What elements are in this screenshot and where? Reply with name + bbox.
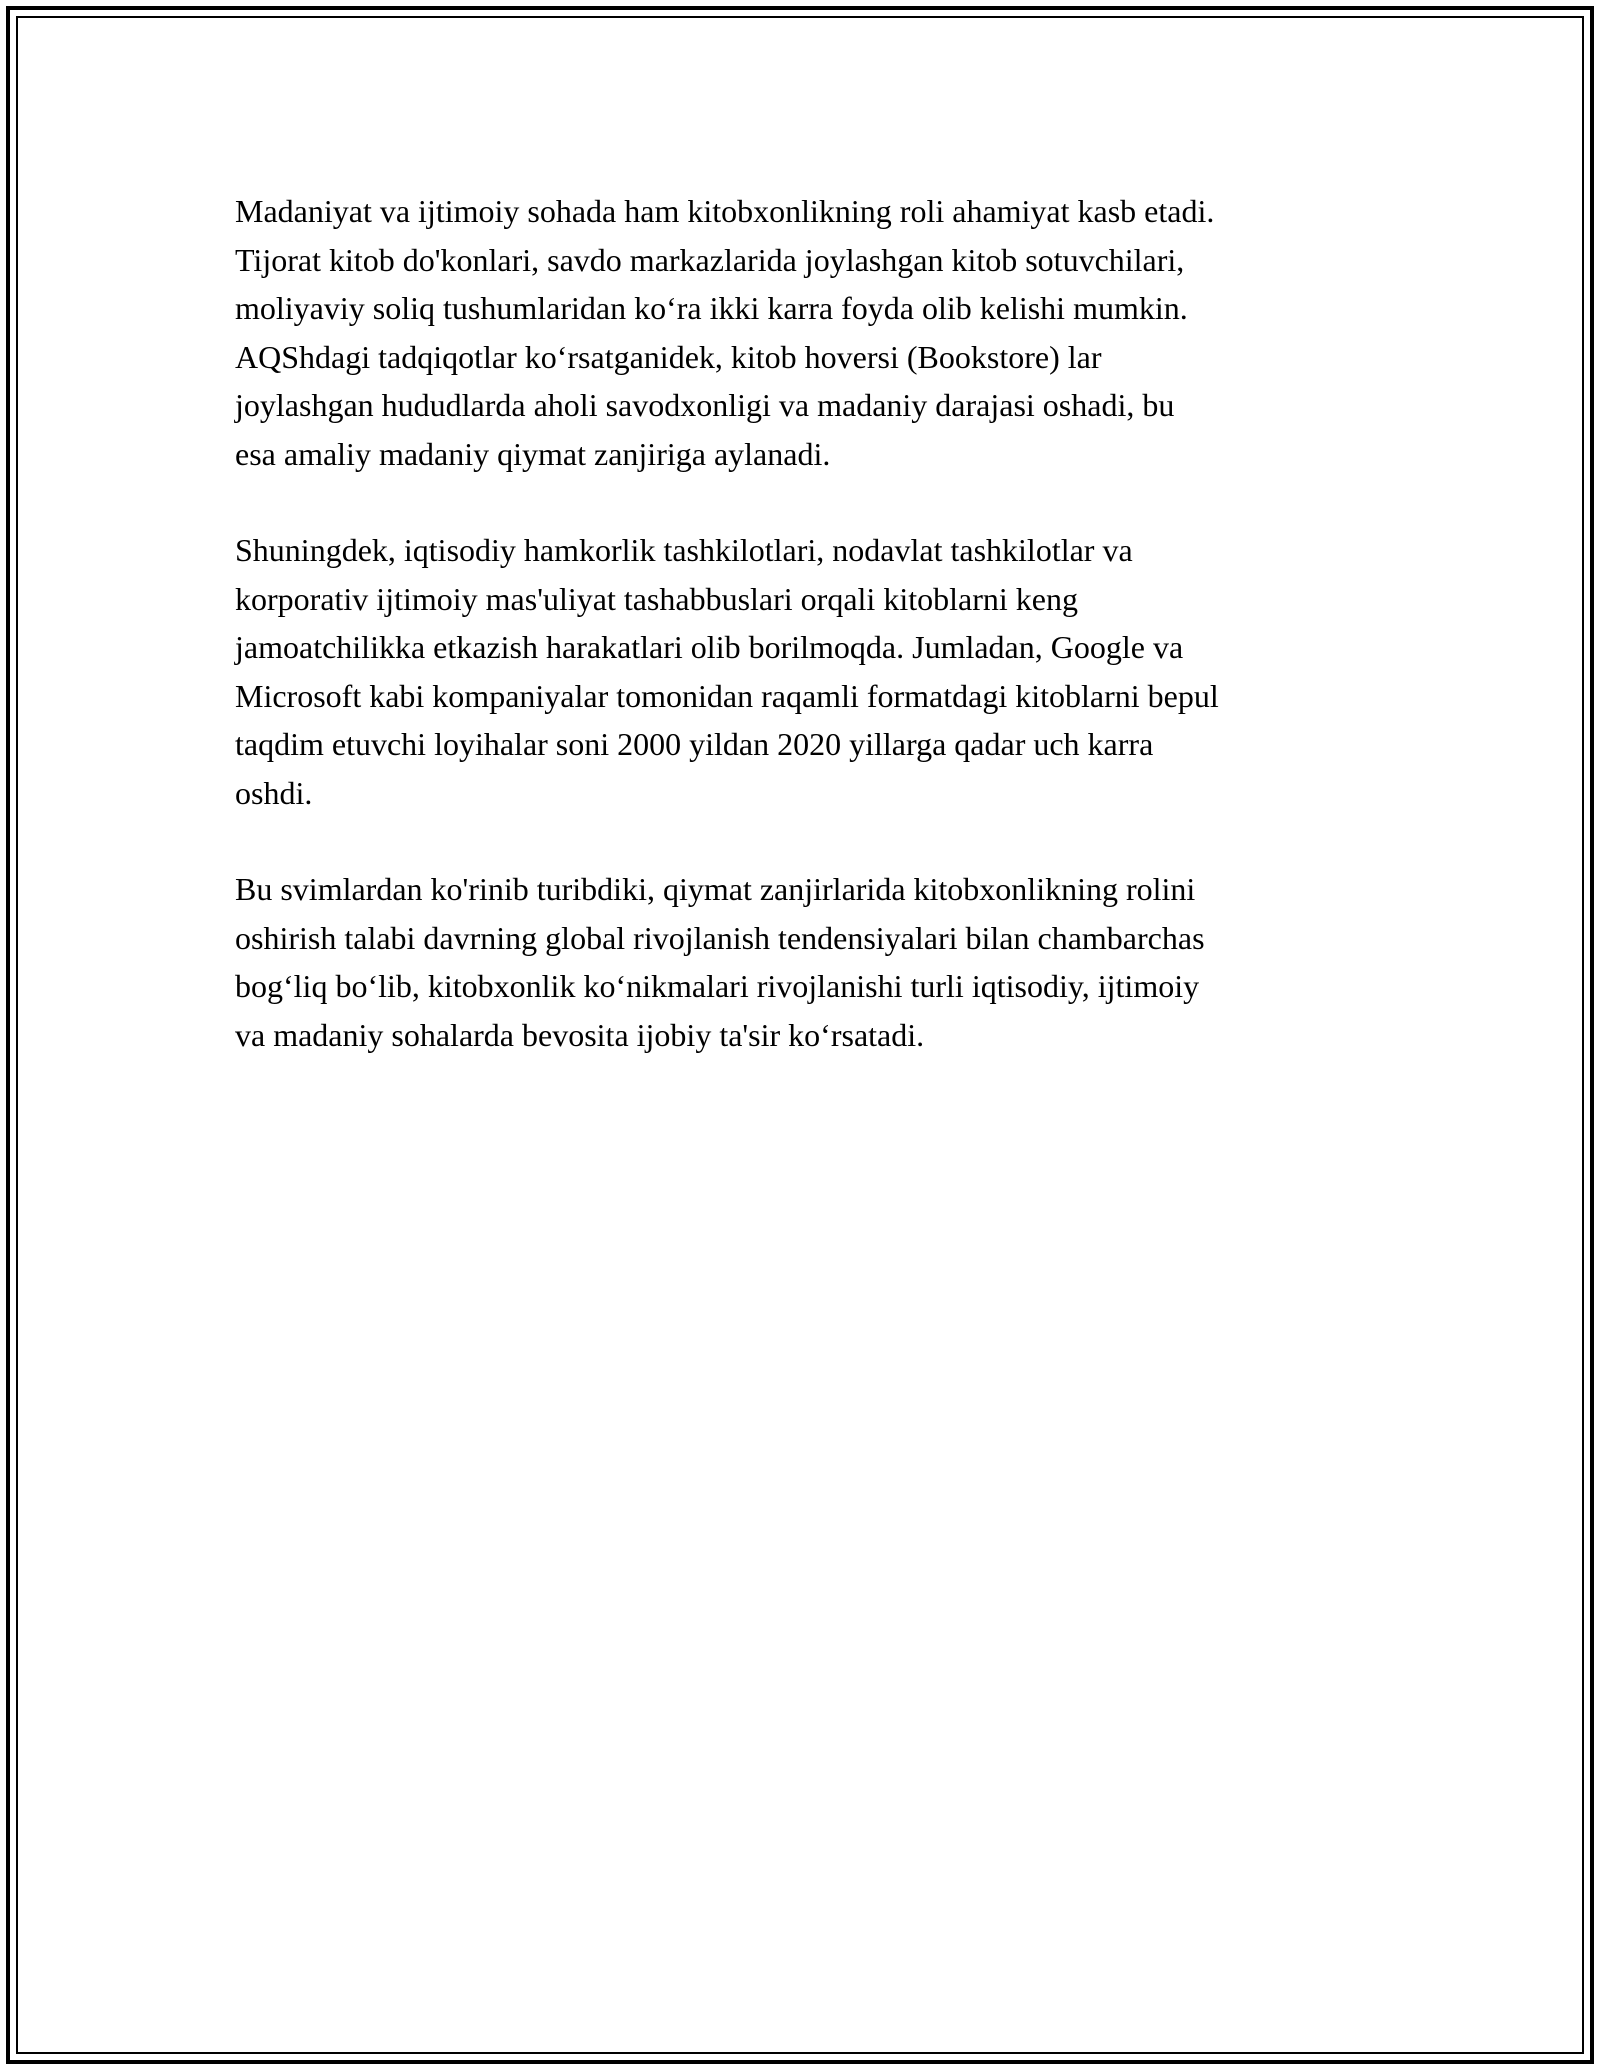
text-line: Tijorat kitob do'konlari, savdo markazlarida joylashgan kitob sotuvchilari, bbox=[235, 241, 1185, 278]
text-line: esa amaliy madaniy qiymat zanjiriga aylanadi. bbox=[235, 435, 831, 472]
text-line: joylashgan hududlarda aholi savodxonligi va madaniy darajasi oshadi, bu bbox=[235, 387, 1175, 423]
text-line: jamoatchilikka etkazish harakatlari olib borilmoqda. Jumladan, Google va bbox=[235, 629, 1184, 665]
text-line: korporativ ijtimoiy mas'uliyat tashabbuslari orqali kitoblarni keng bbox=[235, 580, 1078, 617]
text-line: va madaniy sohalarda bevosita ijobiy ta'sir ko‘rsatadi. bbox=[235, 1016, 925, 1053]
text-line: moliyaviy soliq tushumlaridan ko‘ra ikki karra foyda olib kelishi mumkin. bbox=[235, 290, 1188, 326]
document-body bbox=[235, 187, 1370, 1107]
text-line: Shuningdek, iqtisodiy hamkorlik tashkilotlari, nodavlat tashkilotlar va bbox=[235, 532, 1133, 568]
text-line: Bu svimlardan ko'rinib turibdiki, qiymat zanjirlarida kitobxonlikning rolini bbox=[235, 871, 1196, 907]
text-line: taqdim etuvchi loyihalar soni 2000 yildan 2020 yillarga qadar uch karra bbox=[235, 726, 1154, 762]
paragraph-2 bbox=[235, 526, 1370, 817]
text-line: bog‘liq bo‘lib, kitobxonlik ko‘nikmalari rivojlanishi turli iqtisodiy, ijtimoiy bbox=[235, 968, 1200, 1004]
paragraph-3 bbox=[235, 865, 1370, 1059]
text-line: Microsoft kabi kompaniyalar tomonidan raqamli formatdagi kitoblarni bepul bbox=[235, 677, 1219, 714]
paragraph-1 bbox=[235, 187, 1370, 478]
text-line: Madaniyat va ijtimoiy sohada ham kitobxonlikning roli ahamiyat kasb etadi. bbox=[235, 193, 1215, 229]
text-line: oshdi. bbox=[235, 774, 313, 811]
text-line: AQShdagi tadqiqotlar ko‘rsatganidek, kitob hoversi (Bookstore) lar bbox=[235, 338, 1102, 375]
text-line: oshirish talabi davrning global rivojlanish tendensiyalari bilan chambarchas bbox=[235, 919, 1205, 956]
